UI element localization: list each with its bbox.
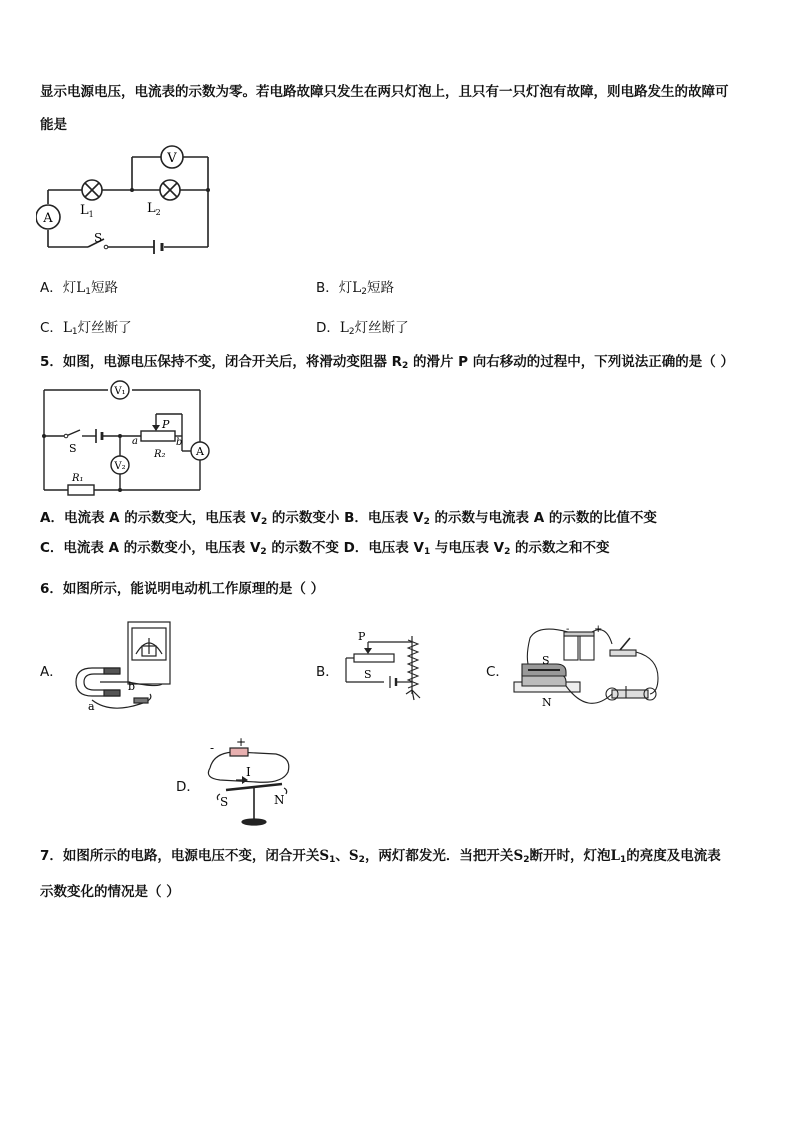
label-b: b xyxy=(128,680,136,693)
lamp-l2-label: $L_2$ xyxy=(147,201,161,217)
label-minus: - xyxy=(210,741,215,755)
label-n: N xyxy=(274,793,285,807)
slider-p-label: P xyxy=(162,418,170,431)
q5-circuit-diagram xyxy=(36,380,216,496)
label-n: N xyxy=(542,696,552,709)
q4-option-d[interactable]: D．$L_2$灯丝断了 xyxy=(316,320,409,337)
q6-stem: 6．如图所示，能说明电动机工作原理的是（ ） xyxy=(40,581,325,597)
q5-option-c[interactable]: C．电流表 A 的示数变小，电压表 $V_2$ 的示数不变 xyxy=(40,540,339,557)
end-b-label: b xyxy=(176,437,183,448)
label-p: P xyxy=(358,630,366,643)
label-current: I xyxy=(246,765,251,779)
end-a-label: a xyxy=(132,436,138,447)
lamp-l1-label: $L_1$ xyxy=(80,203,94,219)
r2-label: R₂ xyxy=(154,449,166,460)
q4-option-c[interactable]: C．$L_1$灯丝断了 xyxy=(40,320,132,337)
label-minus: - xyxy=(566,624,570,635)
q7-stem-line2: 示数变化的情况是（ ） xyxy=(40,884,180,900)
label-plus: + xyxy=(236,736,247,749)
q6-option-b-figure xyxy=(338,630,438,702)
q5-option-b[interactable]: B．电压表 $V_2$ 的示数与电流表 A 的示数的比值不变 xyxy=(344,510,657,527)
v2-label: V₂ xyxy=(114,461,126,472)
v1-label: V₁ xyxy=(114,386,126,397)
q4-stem-line1: 显示电源电压，电流表的示数为零。若电路故障只发生在两只灯泡上，且只有一只灯泡有故障，则电路发生的故障可 xyxy=(40,84,729,100)
label-s: S xyxy=(220,795,229,809)
q5-options-row2 xyxy=(40,538,610,562)
q5-option-d[interactable]: D．电压表 $V_1$ 与电压表 $V_2$ 的示数之和不变 xyxy=(343,540,610,557)
q6-option-a-figure xyxy=(70,618,180,714)
q4-option-a[interactable]: A．灯$L_1$短路 xyxy=(40,280,118,297)
voltmeter-label: V xyxy=(167,151,177,166)
q4-stem-line2: 能是 xyxy=(40,117,67,133)
q5-stem: 5．如图，电源电压保持不变，闭合开关后，将滑动变阻器 $R_2$ 的滑片 P 向右移动的过程中，下列说法正确的是（ ） xyxy=(40,354,734,371)
switch-label: S xyxy=(94,231,103,245)
ammeter-label: A xyxy=(43,211,53,226)
label-s: S xyxy=(542,654,550,667)
q6-option-a-letter[interactable]: A． xyxy=(40,664,63,680)
r1-label: R₁ xyxy=(72,473,84,484)
label-s: S xyxy=(364,668,372,681)
label-a: a xyxy=(88,700,95,713)
q4-option-b[interactable]: B．灯$L_2$短路 xyxy=(316,280,394,297)
q6-option-c-figure xyxy=(508,624,678,718)
q7-stem-line1: 7．如图所示的电路，电源电压不变，闭合开关$S_1$、$S_2$，两灯都发光．当把开关$S_2$断开时，灯泡$L_1$的亮度及电流表 xyxy=(40,848,721,865)
q5-option-a[interactable]: A．电流表 A 的示数变大，电压表 $V_2$ 的示数变小 xyxy=(40,510,340,527)
ammeter-label: A xyxy=(196,445,204,458)
q5-options-row1 xyxy=(40,508,657,532)
label-plus: + xyxy=(594,624,603,635)
q6-option-d-figure xyxy=(196,736,306,828)
q6-option-d-letter[interactable]: D． xyxy=(176,779,200,795)
switch-label: S xyxy=(69,442,77,455)
q4-circuit-diagram xyxy=(36,142,216,254)
q6-option-c-letter[interactable]: C． xyxy=(486,664,509,680)
q6-option-b-letter[interactable]: B． xyxy=(316,664,339,680)
